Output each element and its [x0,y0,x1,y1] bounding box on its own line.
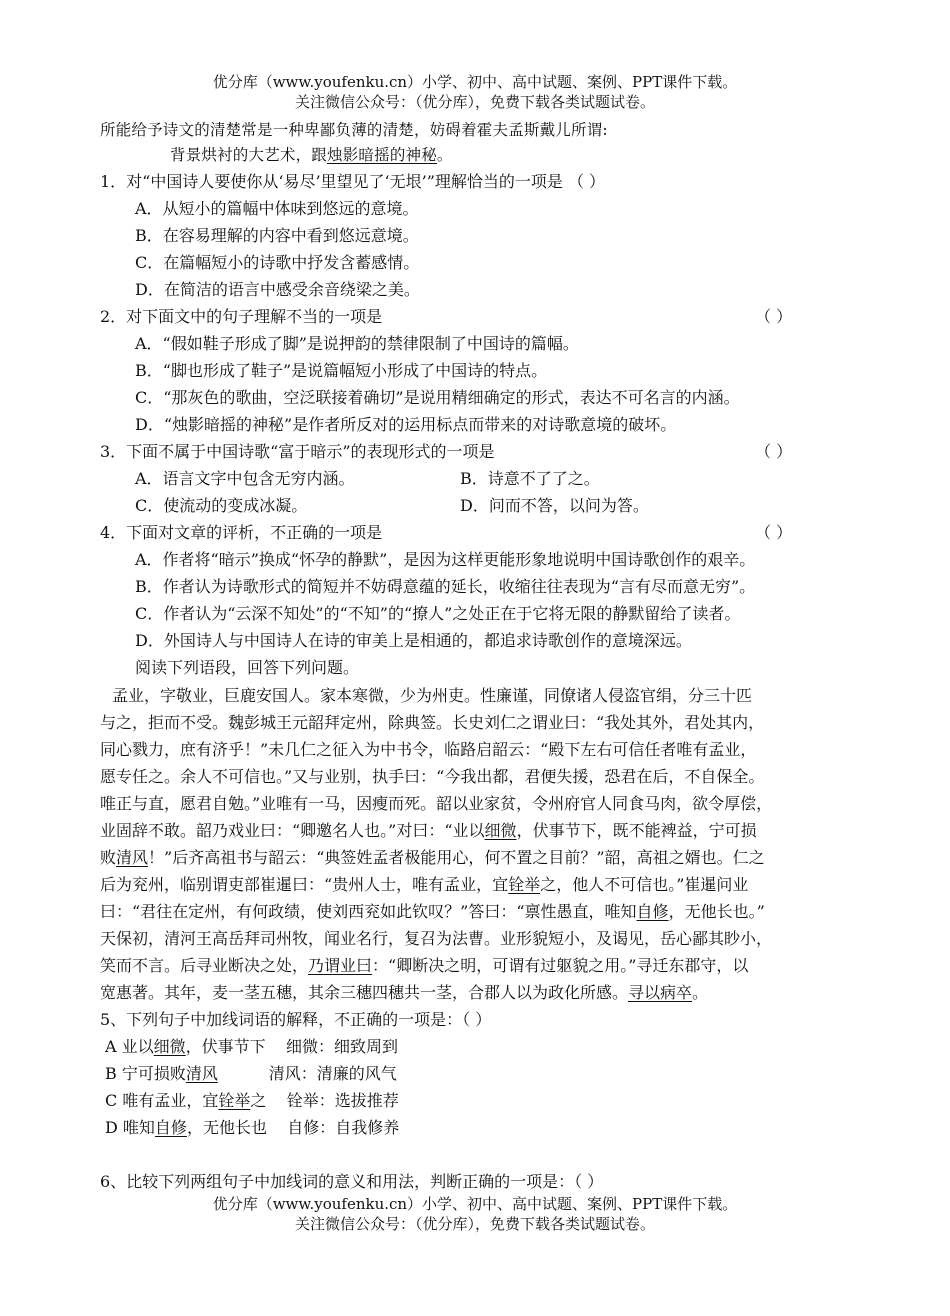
underlined-word: 细微 [484,821,517,840]
passage-text: 曰：“君往在定州，有何政绩，使刘西兖如此钦叹？”答曰：“禀性愚直，唯知 [100,902,637,921]
passage-line-7 [100,846,765,870]
q5-stem: 5、下列句子中加线词语的解释，不正确的一项是：（ ） [100,1010,492,1029]
q4-option-c: C．作者认为“云深不知处”的“不知”的“撩人”之处正在于它将无限的静默留给了读者。 [135,604,741,623]
passage-text: ！”后齐高祖书与韶云：“典签姓孟者极能用心，何不置之目前？”韶，高祖之婿也。仁之 [148,848,765,867]
q1-option-d: D．在简洁的语言中感受余音绕梁之美。 [135,280,420,299]
option-text: B 宁可损败 [105,1064,186,1083]
q2-option-d: D．“烛影暗摇的神秘”是作者所反对的运用标点而带来的对诗歌意境的破坏。 [135,415,677,434]
q5-option-d [105,1116,399,1140]
q1-option-a: A．从短小的篇幅中体味到悠远的意境。 [135,199,419,218]
q2-stem: 2．对下面文中的句子理解不当的一项是 [100,307,383,326]
underlined-word: 寻以病卒 [628,983,693,1002]
passage-text: ，无他长也。” [668,902,765,921]
intro-underlined: 烛影暗摇的神秘 [327,146,437,164]
q6-stem: 6、比较下列两组句子中加线词的意义和用法，判断正确的一项是：（ ） [100,1172,604,1191]
passage-line-5: 唯正与直，愿君自勉。”业唯有一马，因瘦而死。韶以业家贫，令州府官人同食马肉，欲令厚偿， [100,794,773,813]
intro-line-1: 所能给予诗文的清楚常是一种卑鄙负薄的清楚，妨碍着霍夫孟斯戴儿所谓: [100,121,608,139]
q2-option-b: B．“脚也形成了鞋子”是说篇幅短小形成了中国诗的特点。 [135,361,548,380]
option-text: 清风：清廉的风气 [217,1064,397,1083]
q4-option-b: B．作者认为诗歌形式的简短并不妨碍意蕴的延长，收缩往往表现为“言有尽而意无穷”。 [135,577,756,596]
passage-text: 之，他人不可信也。”崔暹问业 [540,875,749,894]
passage-text: 。 [692,983,709,1002]
header-line-1: 优分库（www.youfenku.cn）小学、初中、高中试题、案例、PPT课件下载。 [212,73,738,91]
q3-answer-bracket: （ ） [755,442,793,461]
option-text: ，无他长也 自修：自我修养 [186,1118,400,1137]
q5-option-c [105,1089,399,1113]
passage-line-10: 天保初，清河王高岳拜司州牧，闻业名行，复召为法曹。业形貌短小，及谒见，岳心鄙其眇小， [100,929,773,948]
q1-option-c: C．在篇幅短小的诗歌中抒发含蓄感情。 [135,253,420,272]
q3-option-a: A．语言文字中包含无穷内涵。 [135,469,355,488]
passage-line-1: 孟业，字敬业，巨鹿安国人。家本寒微，少为州吏。性廉谨，同僚诸人侵盗官绢，分三十匹 [112,686,753,705]
passage-line-11 [100,954,748,978]
q1-option-b: B．在容易理解的内容中看到悠远意境。 [135,226,419,245]
footer-line-2: 关注微信公众号：（优分库），免费下载各类试题试卷。 [294,1215,655,1233]
q4-option-d: D．外国诗人与中国诗人在诗的审美上是相通的，都追求诗歌创作的意境深远。 [135,631,692,650]
underlined-word: 清风 [185,1064,218,1083]
q5-option-b [105,1062,397,1086]
q4-stem: 4．下面对文章的评析，不正确的一项是 [100,523,383,542]
q4-answer-bracket: （ ） [755,523,793,542]
underlined-word: 乃谓业曰 [308,956,373,975]
passage-line-12 [100,981,708,1005]
q2-option-a: A．“假如鞋子形成了脚”是说押韵的禁律限制了中国诗的篇幅。 [135,334,579,353]
underlined-word: 清风 [116,848,149,867]
passage-text: ：“卿断决之明，可谓有过躯貌之用。”寻迁东郡守，以 [372,956,749,975]
q2-option-c: C．“那灰色的歌曲，空泛联接着确切”是说用精细确定的形式，表达不可名言的内涵。 [135,388,740,407]
q1-stem: 1．对“中国诗人要使你从‘易尽’里望见了‘无垠’”理解恰当的一项是 （ ） [100,172,606,191]
option-text: C 唯有孟业，宜 [105,1091,219,1110]
underlined-word: 细微 [153,1037,186,1056]
passage-line-2: 与之，拒而不受。魏彭城王元韶拜定州，除典签。长史刘仁之谓业曰：“我处其外，君处其内， [100,713,765,732]
option-text: D 唯知 [105,1118,155,1137]
intro-text-end: 。 [436,146,453,164]
q3-option-b: B．诗意不了了之。 [460,469,600,488]
passage-text: ，伏事节下，既不能裨益，宁可损 [516,821,757,840]
reading-instruction: 阅读下列语段，回答下列问题。 [135,658,360,677]
passage-line-3: 同心戮力，庶有济乎！”未几仁之征入为中书令，临路启韶云：“殿下左右可信任者唯有孟业， [100,740,757,759]
passage-text: 败 [100,848,117,867]
intro-text: 背景烘衬的大艺术，跟 [170,146,328,164]
passage-text: 业固辞不敢。韶乃戏业曰：“卿邀名人也。”对曰：“业以 [100,821,485,840]
passage-line-6 [100,819,757,843]
underlined-word: 自修 [636,902,669,921]
option-text: 之 铨举：选拔推荐 [250,1091,399,1110]
intro-line-2 [170,143,453,167]
underlined-word: 铨举 [508,875,541,894]
passage-line-9 [100,900,765,924]
q3-option-d: D．问而不答，以问为答。 [460,496,649,515]
underlined-word: 自修 [154,1118,187,1137]
passage-line-4: 愿专任之。余人不可信也。”又与业别，执手曰：“今我出都，君便失援，恐君在后，不自保全。 [100,767,765,786]
passage-line-8 [100,873,748,897]
option-text: A 业以 [105,1037,154,1056]
footer-line-1: 优分库（www.youfenku.cn）小学、初中、高中试题、案例、PPT课件下载。 [212,1195,738,1213]
q3-stem: 3．下面不属于中国诗歌“富于暗示”的表现形式的一项是 [100,442,495,461]
q5-option-a [105,1035,398,1059]
q2-answer-bracket: （ ） [755,307,793,326]
passage-text: 笑而不言。后寻业断决之处， [100,956,309,975]
q4-option-a: A．作者将“暗示”换成“怀孕的静默”，是因为这样更能形象地说明中国诗歌创作的艰辛。 [135,550,756,569]
underlined-word: 铨举 [218,1091,251,1110]
header-line-2: 关注微信公众号：（优分库），免费下载各类试题试卷。 [294,93,655,111]
passage-text: 宽惠著。其年，麦一茎五穗，其余三穗四穗共一茎，合郡人以为政化所感。 [100,983,629,1002]
q3-option-c: C．使流动的变成冰凝。 [135,496,308,515]
option-text: ，伏事节下 细微：细致周到 [185,1037,399,1056]
passage-text: 后为兖州，临别谓吏部崔暹曰：“贵州人士，唯有孟业，宜 [100,875,509,894]
